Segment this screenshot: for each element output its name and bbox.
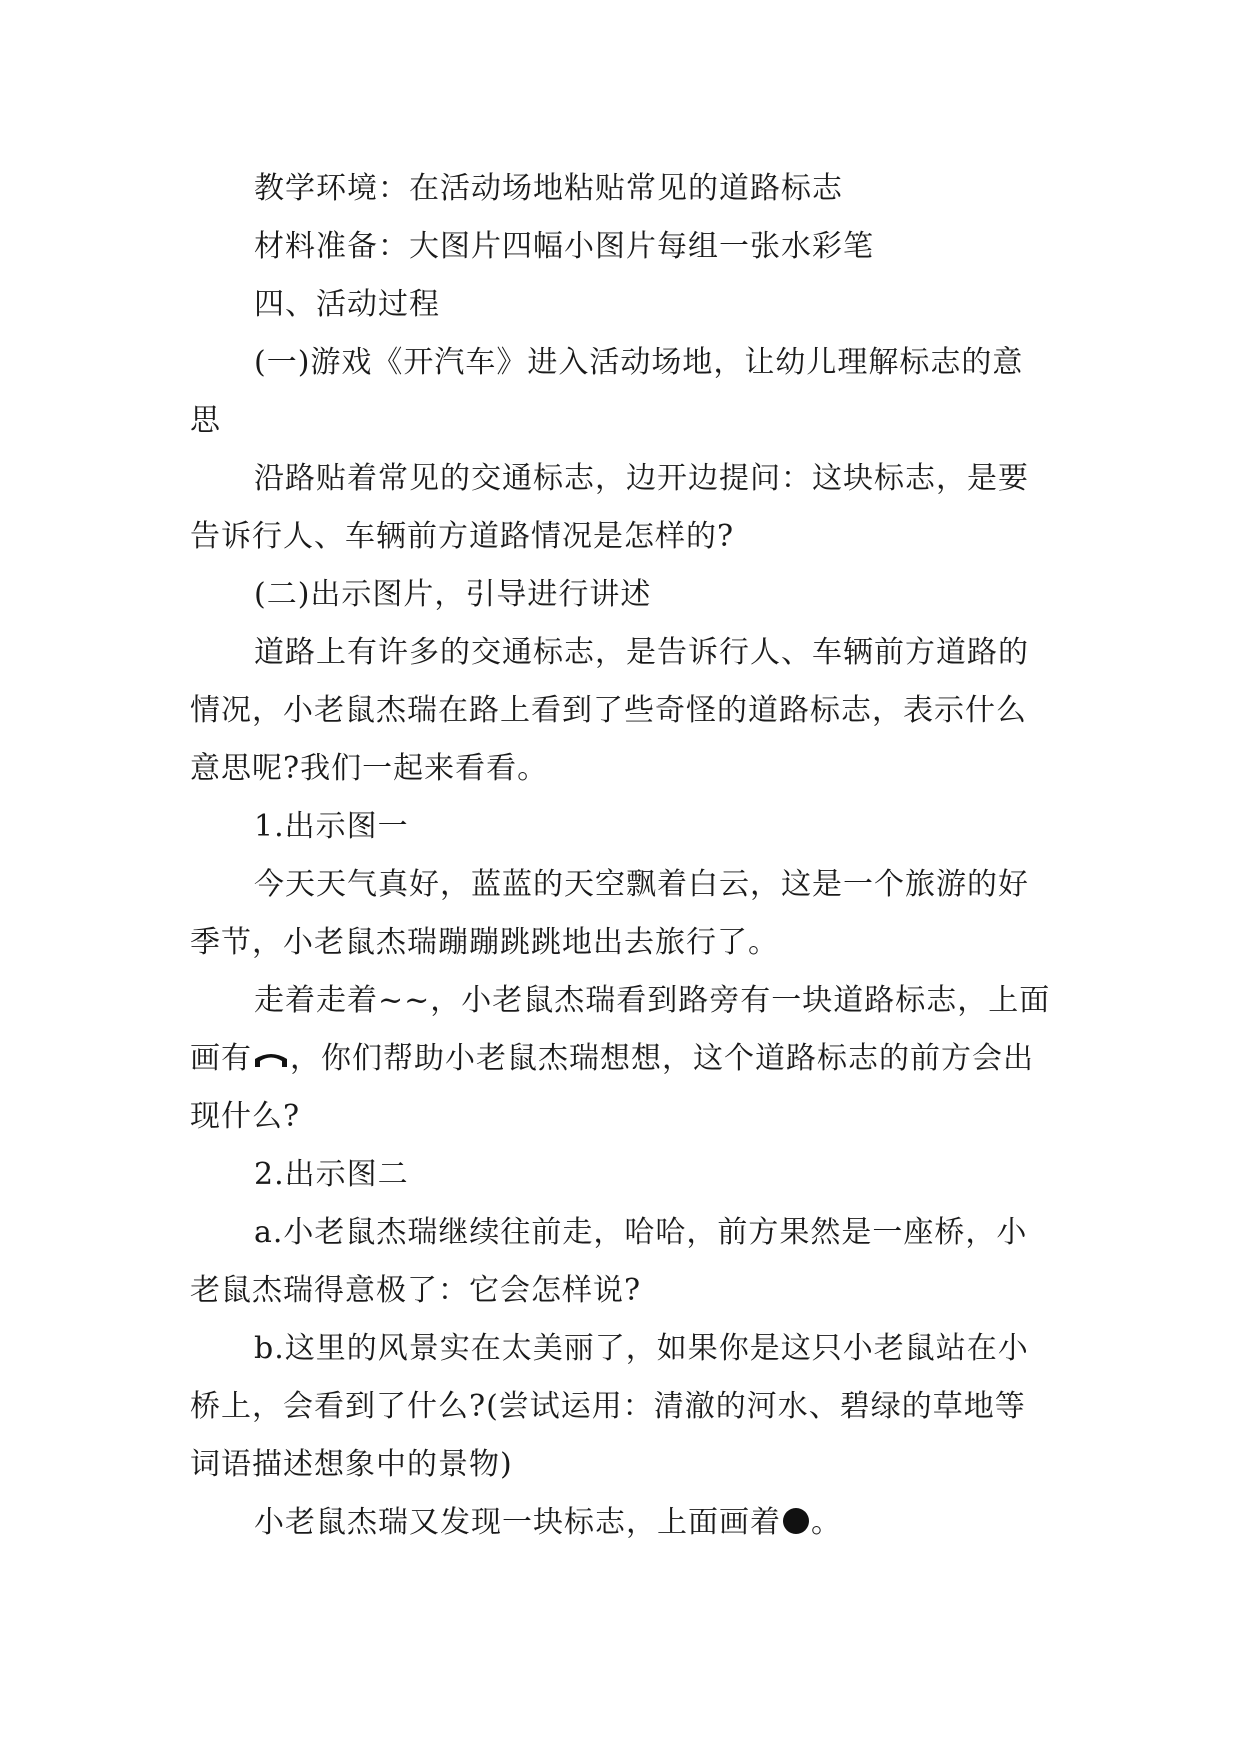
line-new-sign-a: 小老鼠杰瑞又发现一块标志，上面画着 — [254, 1505, 781, 1540]
line-step-two-body-b: 的情况，小老鼠杰瑞在路上看到了些奇怪的道路标志，表示 — [190, 635, 1029, 728]
line-step-two-heading: (二)出示图片，引导进行讲述 — [254, 577, 652, 612]
paragraph-step-two-heading — [190, 566, 1052, 624]
line-sign-c: ，你们帮助小老鼠杰瑞想想，这个道路标志的前方 — [290, 1041, 972, 1076]
line-environment: 教学环境：在活动场地粘贴常见的道路标志 — [254, 171, 843, 206]
line-process-heading: 四、活动过程 — [254, 287, 440, 322]
line-sign-a: 走着走着~~，小老鼠杰瑞看到路旁有一块道路标志，上 — [254, 983, 1020, 1018]
paragraph-step-one-heading — [190, 334, 1052, 450]
line-scenery-c: 地等词语描述想象中的景物) — [190, 1389, 1026, 1482]
line-step-two-body-a: 道路上有许多的交通标志，是告诉行人、车辆前方道路 — [254, 635, 998, 670]
document-page — [190, 160, 1052, 1552]
line-step-one-body-b: 要告诉行人、车辆前方道路情况是怎样的? — [190, 461, 1029, 554]
line-weather-a: 今天天气真好，蓝蓝的天空飘着白云，这是一个旅游的 — [254, 867, 998, 902]
line-step-one-a: (一)游戏《开汽车》进入活动场地，让幼儿理解标志的 — [254, 345, 993, 380]
filled-circle-icon — [783, 1508, 809, 1534]
line-picture-one-heading: 1.出示图一 — [254, 809, 409, 844]
line-step-one-body-a: 沿路贴着常见的交通标志，边开边提问：这块标志，是 — [254, 461, 998, 496]
line-weather-b: 好季节，小老鼠杰瑞蹦蹦跳跳地出去旅行了。 — [190, 867, 1029, 960]
paragraph-picture-one-heading — [190, 798, 1052, 856]
line-step-two-body-c: 什么意思呢?我们一起来看看。 — [190, 693, 1027, 786]
paragraph-picture-one-weather — [190, 856, 1052, 972]
paragraph-new-sign — [190, 1494, 1052, 1552]
line-bridge-b: 小老鼠杰瑞得意极了：它会怎样说? — [190, 1215, 1028, 1308]
paragraph-materials — [190, 218, 1052, 276]
line-bridge-a: a.小老鼠杰瑞继续往前走，哈哈，前方果然是一座桥， — [254, 1215, 997, 1250]
line-sign-d: 会出现什么? — [190, 1041, 1034, 1134]
paragraph-environment — [190, 160, 1052, 218]
paragraph-step-two-body — [190, 624, 1052, 798]
paragraph-picture-two-b — [190, 1320, 1052, 1494]
section-heading-process — [190, 276, 1052, 334]
paragraph-picture-one-sign — [190, 972, 1052, 1146]
paragraph-picture-two-heading — [190, 1146, 1052, 1204]
line-scenery-a: b.这里的风景实在太美丽了，如果你是这只小老鼠站在 — [254, 1331, 998, 1366]
bridge-icon — [254, 1051, 288, 1069]
line-materials: 材料准备：大图片四幅小图片每组一张水彩笔 — [254, 229, 874, 264]
line-picture-two-heading: 2.出示图二 — [254, 1157, 409, 1192]
line-new-sign-b: 。 — [811, 1505, 842, 1540]
paragraph-step-one-body — [190, 450, 1052, 566]
line-step-one-b: 意思 — [190, 345, 1024, 438]
line-sign-b: 面画有 — [190, 983, 1051, 1076]
line-scenery-b: 小桥上，会看到了什么?(尝试运用：清澈的河水、碧绿的草 — [190, 1331, 1029, 1424]
paragraph-picture-two-a — [190, 1204, 1052, 1320]
